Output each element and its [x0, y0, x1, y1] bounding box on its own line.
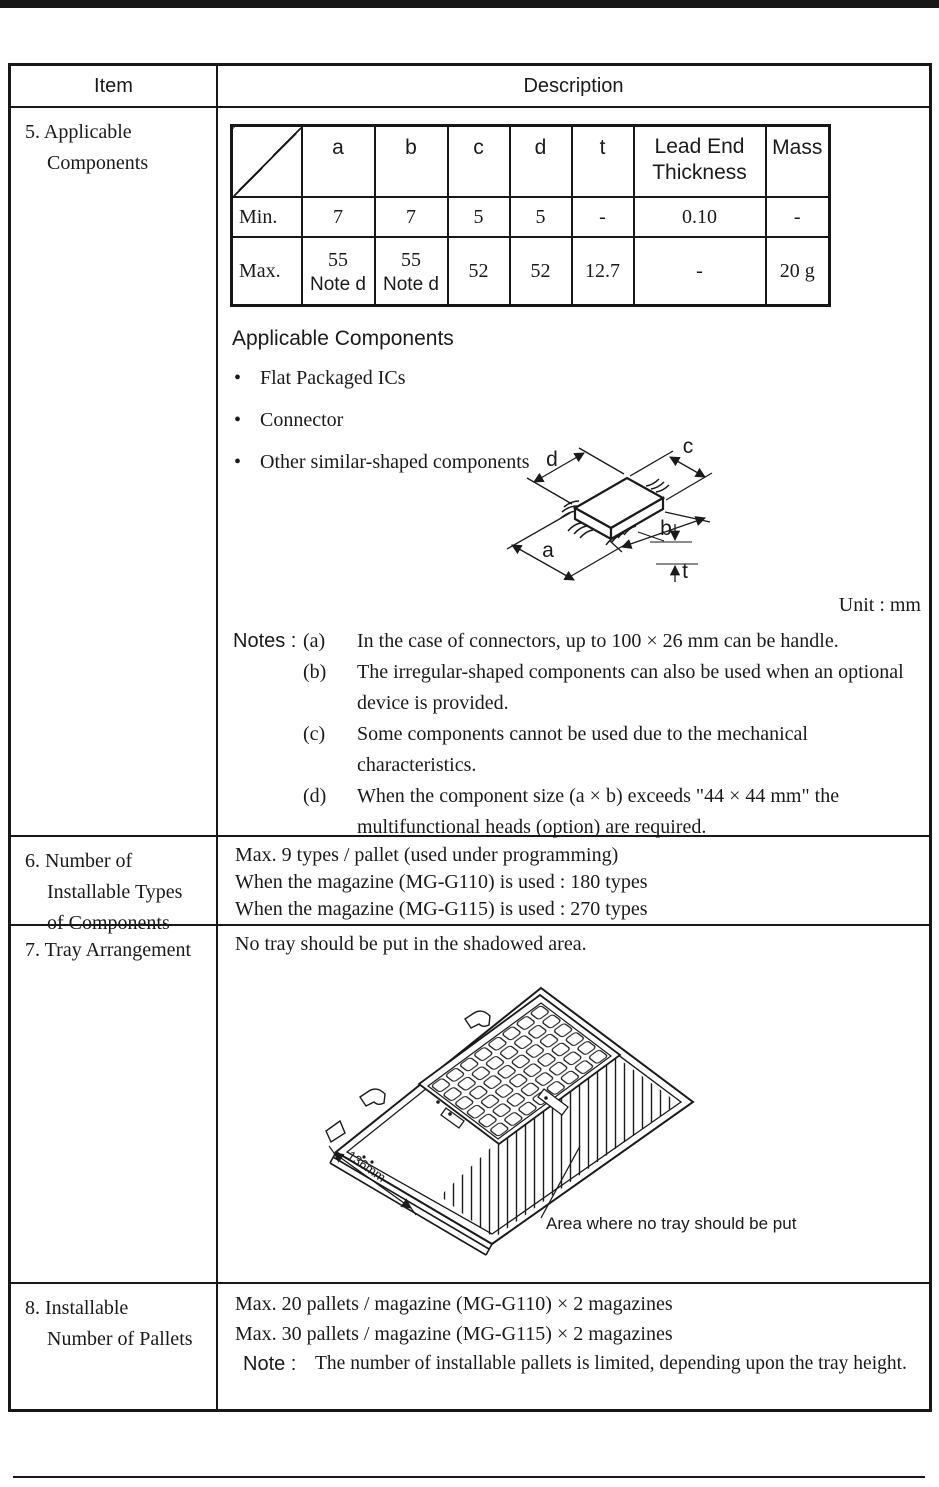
row-applicable-components: [11, 106, 929, 838]
item-cell-6: [11, 837, 218, 934]
item-8-line1: 8. Installable: [25, 1297, 129, 1319]
pallets-line: Max. 30 pallets / magazine (MG-G115) × 2 magazines: [235, 1323, 673, 1345]
types-line: When the magazine (MG-G115) is used : 270 types: [235, 898, 648, 920]
table-header-row: [11, 66, 929, 106]
note-row: [303, 781, 922, 843]
max-lead: -: [634, 237, 766, 306]
dim-label-c: c: [682, 436, 694, 458]
item-cell-8: [11, 1284, 218, 1409]
note-text: Some components cannot be used due to the mechanical characteristics.: [357, 723, 808, 776]
bullet-text: Other similar-shaped components: [260, 451, 530, 473]
ic-package-diagram: [460, 436, 790, 604]
unit-label: Unit : mm: [838, 594, 921, 616]
tray-width-label: 136mm: [344, 1147, 389, 1185]
item-header-cell: Item: [11, 66, 218, 106]
bullet-glyph: •: [234, 367, 242, 389]
item-5-line2: Components: [47, 152, 149, 174]
item-5-line1: 5. Applicable: [25, 121, 132, 143]
note-row: [303, 657, 922, 719]
note-text: When the component size (a × b) exceeds "44 × 44 mm" the multifunctional heads (option) are required.: [357, 785, 840, 838]
dim-label-d: d: [546, 448, 558, 471]
note-text: The irregular-shaped components can also be used when an optional device is provided.: [357, 661, 904, 714]
max-d: 52: [510, 237, 572, 306]
pallets-note-label: Note :: [243, 1353, 297, 1375]
min-c: 5: [448, 197, 510, 237]
col-c: c: [448, 126, 510, 198]
note-key: (c): [303, 723, 326, 745]
spec-min-row: [232, 197, 830, 237]
note-row: [303, 626, 922, 657]
note-key: (a): [303, 630, 326, 652]
note-text: In the case of connectors, up to 100 × 26 mm can be handle.: [357, 630, 839, 652]
col-a: a: [302, 126, 375, 198]
item-6-line1: 6. Number of: [25, 850, 133, 872]
spec-header-row: [232, 126, 830, 198]
component-dimensions-table: [230, 124, 831, 307]
item-7-label: 7. Tray Arrangement: [25, 939, 192, 961]
bullet-item: [234, 357, 929, 399]
ic-body: [575, 478, 663, 539]
max-a: 55 Note d: [302, 237, 375, 306]
item-cell-5: [11, 108, 218, 835]
pallets-line: Max. 20 pallets / magazine (MG-G110) × 2 magazines: [235, 1293, 673, 1315]
row-installable-types: [11, 835, 929, 934]
min-t: -: [572, 197, 634, 237]
min-d: 5: [510, 197, 572, 237]
bullet-glyph: •: [234, 409, 242, 431]
tray-diagram: [278, 956, 938, 1278]
row-tray-arrangement: [11, 924, 929, 1282]
min-label: Min.: [232, 197, 302, 237]
description-cell-6: [218, 837, 929, 924]
description-cell-7: [218, 926, 929, 1282]
page-bottom-rule: [13, 1476, 925, 1478]
row-installable-pallets: [11, 1282, 929, 1409]
bullet-text: Flat Packaged ICs: [260, 367, 406, 389]
diagonal-cell: [232, 126, 302, 198]
min-lead: 0.10: [634, 197, 766, 237]
item-6-line3: of Components: [47, 912, 170, 934]
col-t: t: [572, 126, 634, 198]
tray-note-text: No tray should be put in the shadowed area.: [235, 933, 587, 955]
notes-list: [303, 626, 922, 843]
item-8-line2: Number of Pallets: [47, 1328, 193, 1350]
item-cell-7: [11, 926, 218, 1282]
col-lead-end-thickness: Lead End Thickness: [634, 126, 766, 198]
max-t: 12.7: [572, 237, 634, 306]
spec-sheet-table: [8, 63, 932, 1412]
pallets-note: [243, 1349, 929, 1379]
bullet-item: [234, 399, 929, 441]
pallets-note-text: The number of installable pallets is limited, depending upon the tray height.: [315, 1353, 907, 1374]
bullet-glyph: •: [234, 451, 242, 473]
col-d: d: [510, 126, 572, 198]
notes-block: [233, 626, 922, 843]
max-c: 52: [448, 237, 510, 306]
description-cell-5: [218, 108, 929, 838]
max-mass: 20 g: [766, 237, 830, 306]
spec-max-row: [232, 237, 830, 306]
note-key: (d): [303, 785, 327, 807]
no-tray-area-label: Area where no tray should be put: [546, 1214, 797, 1233]
item-6-line2: Installable Types: [47, 881, 183, 903]
min-a: 7: [302, 197, 375, 237]
notes-label: Notes :: [233, 630, 297, 652]
note-row: [303, 719, 922, 781]
dim-label-t: t: [682, 560, 688, 583]
min-b: 7: [375, 197, 448, 237]
applicable-components-subheading: Applicable Components: [232, 327, 454, 350]
types-line: When the magazine (MG-G110) is used : 180 types: [235, 871, 648, 893]
dim-label-a: a: [542, 539, 554, 562]
page-top-rule: [0, 0, 939, 8]
col-mass: Mass: [766, 126, 830, 198]
description-cell-8: [218, 1284, 929, 1409]
bullet-text: Connector: [260, 409, 344, 431]
dim-label-b: b: [660, 517, 672, 540]
max-b: 55 Note d: [375, 237, 448, 306]
max-label: Max.: [232, 237, 302, 306]
note-key: (b): [303, 661, 327, 683]
description-header-cell: Description: [523, 74, 624, 97]
types-line: Max. 9 types / pallet (used under programming): [235, 844, 619, 866]
col-b: b: [375, 126, 448, 198]
min-mass: -: [766, 197, 830, 237]
